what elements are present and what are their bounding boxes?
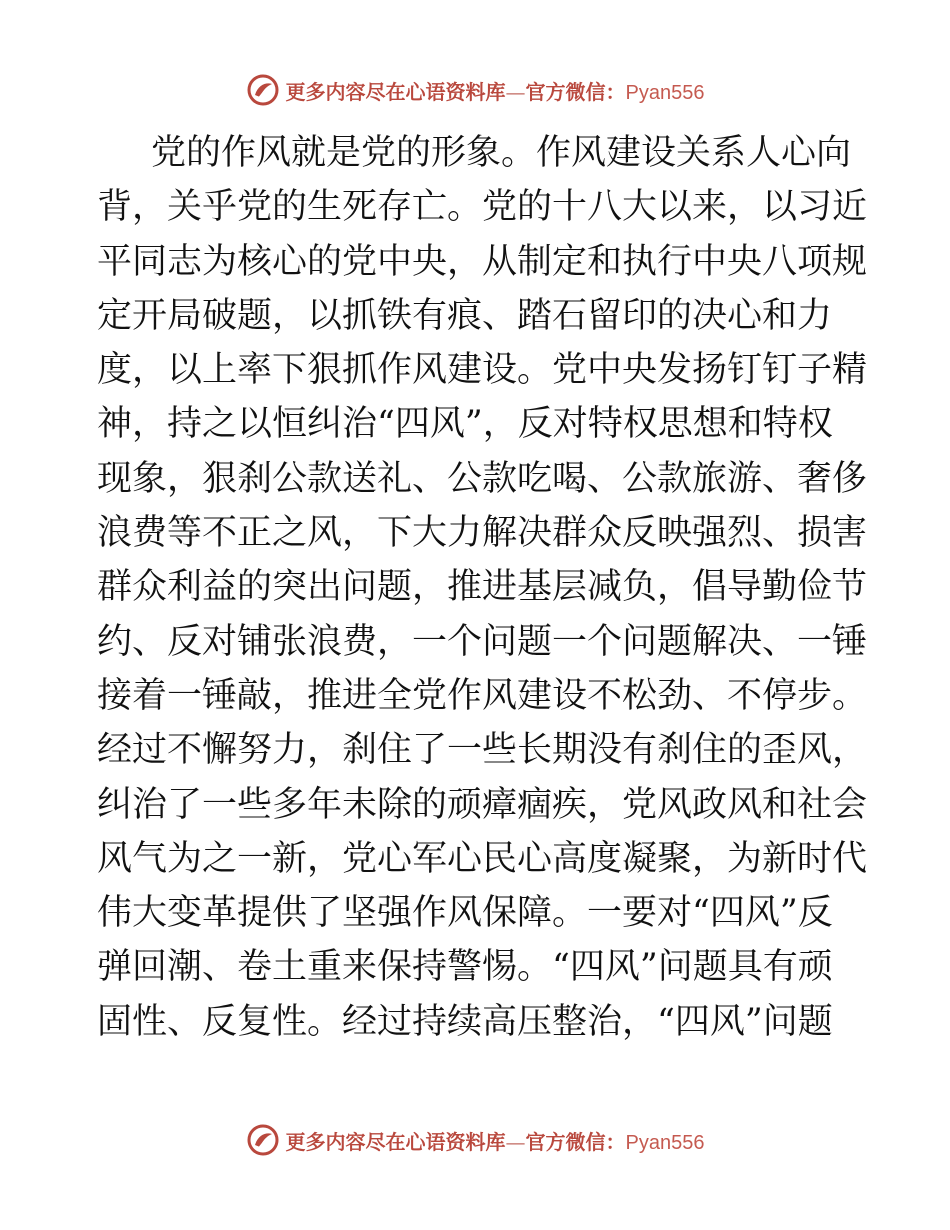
paragraph-line: 党的作风就是党的形象。作风建设关系人心向	[151, 133, 852, 173]
paragraph-line: 背，关乎党的生死存亡。党的十八大以来，以习近	[97, 187, 868, 228]
paragraph-line: 接着一锤敲，推进全党作风建设不松劲、不停步。	[97, 675, 868, 716]
paragraph-line: 固性、反复性。经过持续高压整治，“四风”问题	[97, 1001, 833, 1042]
watermark-label: 更多内容尽在心语资料库	[285, 1129, 506, 1154]
paragraph-line: 度，以上率下狠抓作风建设。党中央发扬钉钉子精	[97, 350, 868, 391]
watermark-wechat-id: Pyan556	[625, 81, 705, 104]
paragraph-line: 定开局破题，以抓铁有痕、踏石留印的决心和力	[97, 295, 833, 336]
paragraph-line: 现象，狠刹公款送礼、公款吃喝、公款旅游、奢侈	[97, 458, 868, 499]
paragraph-line: 风气为之一新，党心军心民心高度凝聚，为新时代	[97, 838, 868, 879]
watermark-separator: —	[505, 1129, 526, 1154]
document-paragraph	[97, 126, 868, 1049]
footer-watermark	[0, 1120, 950, 1160]
watermark-label: 更多内容尽在心语资料库	[285, 79, 506, 104]
watermark-wechat-id: Pyan556	[625, 1131, 705, 1154]
watermark-text	[286, 76, 705, 105]
paragraph-line: 神，持之以恒纠治“四风”，反对特权思想和特权	[97, 404, 833, 445]
watermark-text	[286, 1126, 705, 1155]
paragraph-line: 约、反对铺张浪费，一个问题一个问题解决、一锤	[97, 621, 868, 662]
paragraph-line: 纠治了一些多年未除的顽瘴痼疾，党风政风和社会	[97, 784, 868, 825]
paragraph-line: 平同志为核心的党中央，从制定和执行中央八项规	[97, 241, 868, 282]
paragraph-line: 经过不懈努力，刹住了一些长期没有刹住的歪风，	[97, 730, 868, 771]
watermark-wechat-label: 官方微信：	[525, 79, 626, 104]
paragraph-line: 浪费等不正之风，下大力解决群众反映强烈、损害	[97, 513, 868, 554]
header-watermark	[0, 70, 950, 110]
logo-icon	[246, 73, 280, 107]
watermark-wechat-label: 官方微信：	[525, 1129, 626, 1154]
paragraph-line: 伟大变革提供了坚强作风保障。一要对“四风”反	[97, 893, 833, 934]
paragraph-line: 弹回潮、卷土重来保持警惕。“四风”问题具有顽	[97, 947, 833, 988]
logo-icon	[246, 1123, 280, 1157]
watermark-separator: —	[505, 79, 526, 104]
paragraph-line: 群众利益的突出问题，推进基层减负，倡导勤俭节	[97, 567, 868, 608]
